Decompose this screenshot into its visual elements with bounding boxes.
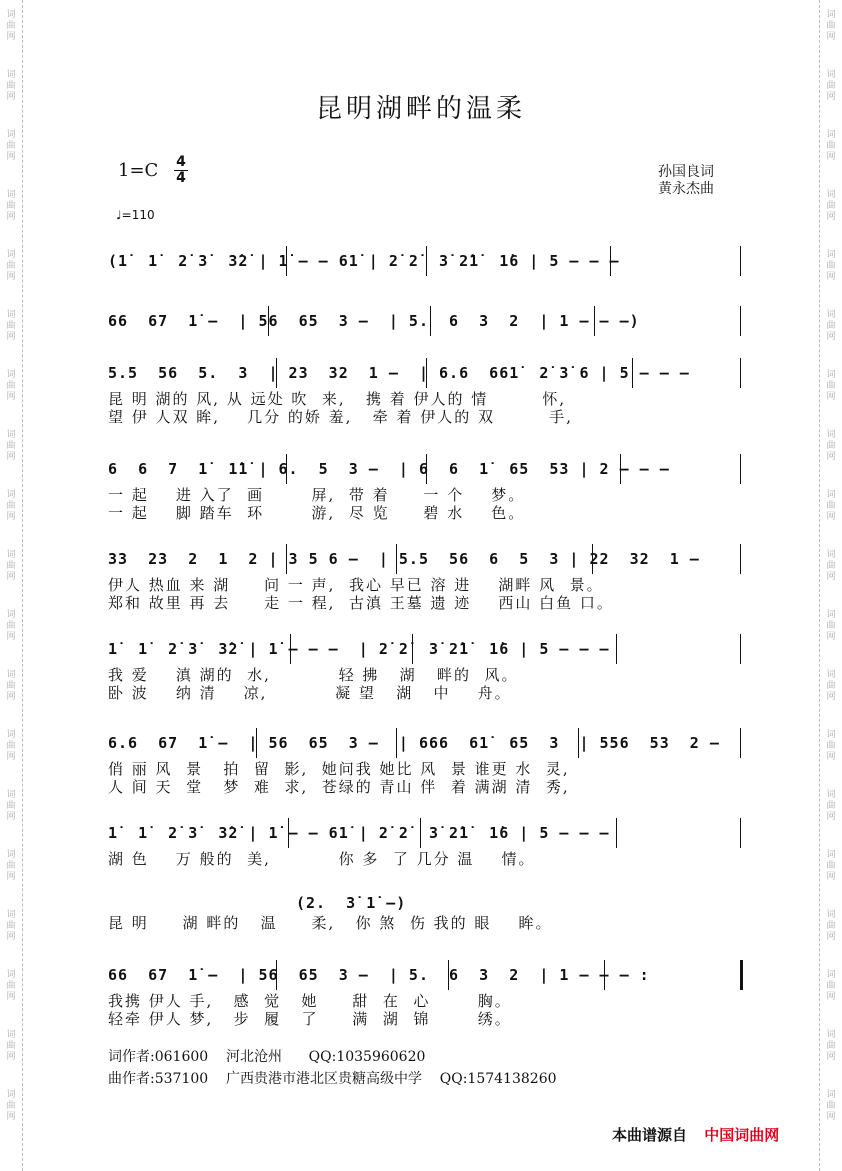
lyric-line: 湖 色 万 般的 美, 你 多 了 几分 温 情。 [108,850,536,868]
watermark-mark: 词 曲 网 [6,1030,16,1062]
watermark-mark: 词 曲 网 [826,1090,836,1122]
notation: 1̇ 1̇ 2̇ 3̇ 3̇2̇ | 1̇ – – 61̇ | 2̇ 2̇ 3̇ 2̇1̇ 1̇6 | 5 – – – [108,824,610,842]
barline [592,544,593,574]
notation: 66 67 1̇ – | 56 65 3 – | 5. 6 3 2 | 1 – – –) [108,312,640,330]
barline [604,960,605,990]
barline [740,544,741,574]
barline [740,246,741,276]
stave-line [108,306,740,340]
notation: (1̇ 1̇ 2̇ 3̇ 3̇2̇ | 1̇ – – 61̇ | 2̇ 2̇ 3̇ 2̇1̇ 1̇6 | 5 – – – [108,252,620,270]
watermark-mark: 词 曲 网 [826,190,836,222]
barline [286,544,287,574]
watermark-mark: 词 曲 网 [826,730,836,762]
barline [412,634,413,664]
notation: 33 23 2 1 2 | 3 5 6 – | 5.5 56 6 5 3 | 22 32 1 – [108,550,700,568]
barline [740,358,741,388]
watermark-mark: 词 曲 网 [826,310,836,342]
barline [396,728,397,758]
barline [430,306,431,336]
barline [286,454,287,484]
watermark-mark: 词 曲 网 [826,70,836,102]
barline [426,358,427,388]
barline [288,818,289,848]
watermark-mark: 词 曲 网 [826,850,836,882]
barline [594,306,595,336]
barline [448,960,449,990]
barline [740,634,741,664]
barline [740,818,741,848]
barline [290,634,291,664]
barline [616,634,617,664]
lyric-line: 一 起 进 入了 画 屏, 带 着 一 个 梦。 [108,486,526,504]
watermark-mark: 词 曲 网 [826,10,836,42]
lyric-line: 郑和 故里 再 去 走 一 程, 古滇 王墓 遗 迹 西山 白鱼 口。 [108,594,614,612]
barline [396,544,397,574]
watermark-mark: 词 曲 网 [826,790,836,822]
lyric-line: 我 爱 滇 湖的 水, 轻 拂 湖 畔的 风。 [108,666,519,684]
source-site[interactable]: 中国词曲网 [704,1126,780,1144]
stave-line [108,960,740,994]
watermark-mark: 词 曲 网 [826,670,836,702]
lyric-line: 卧 波 纳 清 凉, 凝 望 湖 中 舟。 [108,684,512,702]
barline [286,246,287,276]
watermark-mark: 词 曲 网 [6,70,16,102]
stave-line [108,454,740,488]
watermark-mark: 词 曲 网 [6,190,16,222]
barline [276,358,277,388]
watermark-mark: 词 曲 网 [826,550,836,582]
lyric-line: 昆 明 湖 畔的 温 柔, 你 煞 伤 我的 眼 眸。 [108,914,553,932]
time-signature-top: 4 [176,154,186,170]
barline [420,818,421,848]
song-title: 昆明湖畔的温柔 [315,94,526,124]
watermark-mark: 词 曲 网 [6,610,16,642]
barline [578,728,579,758]
barline [268,306,269,336]
barline [426,246,427,276]
source-attribution [612,1124,779,1145]
watermark-mark: 词 曲 网 [6,10,16,42]
barline [610,246,611,276]
notation: 5.5 56 5. 3 | 23 32 1 – | 6.6 661̇ 2̇ 3̇ 6 | 5 – – – [108,364,690,382]
watermark-mark: 词 曲 网 [6,550,16,582]
lyricist-contact: 词作者:061600 河北沧州 QQ:1035960620 [108,1049,426,1065]
watermark-mark: 词 曲 网 [6,730,16,762]
notation: 66 67 1̇ – | 56 65 3 – | 5. 6 3 2 | 1 – – – : [108,966,650,984]
left-watermark-strip [0,0,23,1171]
watermark-mark: 词 曲 网 [6,310,16,342]
barline [276,960,277,990]
watermark-mark: 词 曲 网 [6,250,16,282]
watermark-mark: 词 曲 网 [6,910,16,942]
stave-line [108,358,740,392]
barline [256,728,257,758]
watermark-mark: 词 曲 网 [826,1030,836,1062]
source-label: 本曲谱源自 [612,1126,688,1144]
lyric-line: 俏 丽 风 景 拍 留 影, 她问我 她比 风 景 谁更 水 灵, [108,760,570,778]
lyricist-credit: 孙国良词 [658,164,714,180]
watermark-mark: 词 曲 网 [826,370,836,402]
barline [426,454,427,484]
lyric-line: 一 起 脚 踏车 环 游, 尽 览 碧 水 色。 [108,504,526,522]
watermark-mark: 词 曲 网 [826,910,836,942]
lyric-line: 伊人 热血 来 湖 问 一 声, 我心 早已 溶 进 湖畔 风 景。 [108,576,604,594]
watermark-mark: 词 曲 网 [6,850,16,882]
barline [632,358,633,388]
lyric-line: 我携 伊人 手, 感 觉 她 甜 在 心 胸。 [108,992,512,1010]
watermark-mark: 词 曲 网 [6,430,16,462]
time-signature [174,156,188,185]
lyric-line: 人 间 天 堂 梦 难 求, 苍绿的 青山 伴 着 满湖 清 秀, [108,778,570,796]
stave-line [108,818,740,852]
right-watermark-strip [819,0,842,1171]
notation: 1̇ 1̇ 2̇ 3̇ 3̇2̇ | 1̇ – – – | 2̇ 2̇ 3̇ 2̇1̇ 1̇6 | 5 – – – [108,640,610,658]
notation: 6.6 67 1̇ – | 56 65 3 – | 666 61̇ 65 3 | 556 53 2 – [108,734,720,752]
watermark-mark: 词 曲 网 [826,610,836,642]
barline [620,454,621,484]
time-signature-bottom: 4 [176,170,186,186]
watermark-mark: 词 曲 网 [826,430,836,462]
watermark-mark: 词 曲 网 [826,250,836,282]
stave-line [108,246,740,280]
watermark-mark: 词 曲 网 [826,970,836,1002]
watermark-mark: 词 曲 网 [6,130,16,162]
watermark-mark: 词 曲 网 [6,970,16,1002]
notation: 6 6 7 1̇ 1̇1̇ | 6. 5 3 – | 6 6 1̇ 65 53 | 2 – – – [108,460,670,478]
composer-contact: 曲作者:537100 广西贵港市港北区贵糖高级中学 QQ:1574138260 [108,1071,557,1087]
barline [740,960,743,990]
composer-credit: 黄永杰曲 [658,181,714,197]
watermark-mark: 词 曲 网 [6,790,16,822]
barline [740,728,741,758]
barline [740,454,741,484]
stave-line [108,634,740,668]
watermark-mark: 词 曲 网 [6,370,16,402]
lyric-line: 轻牵 伊人 梦, 步 履 了 满 湖 锦 绣。 [108,1010,512,1028]
watermark-mark: 词 曲 网 [826,130,836,162]
watermark-mark: 词 曲 网 [6,1090,16,1122]
barline [740,306,741,336]
credits [658,164,714,198]
watermark-mark: 词 曲 网 [6,490,16,522]
lyric-line: 昆 明 湖的 风, 从 远处 吹 来, 携 着 伊人的 情 怀, [108,390,567,408]
lyric-line: 望 伊 人双 眸, 几分 的娇 羞, 牵 着 伊人的 双 手, [108,408,573,426]
tempo-marking: ♩=110 [116,208,155,222]
watermark-mark: 词 曲 网 [6,670,16,702]
notation: (2. 3̇ 1̇ –) [296,894,407,912]
stave-line [108,728,740,762]
barline [616,818,617,848]
watermark-mark: 词 曲 网 [826,490,836,522]
key-signature: 1=C [118,160,159,181]
stave-line [108,544,740,578]
